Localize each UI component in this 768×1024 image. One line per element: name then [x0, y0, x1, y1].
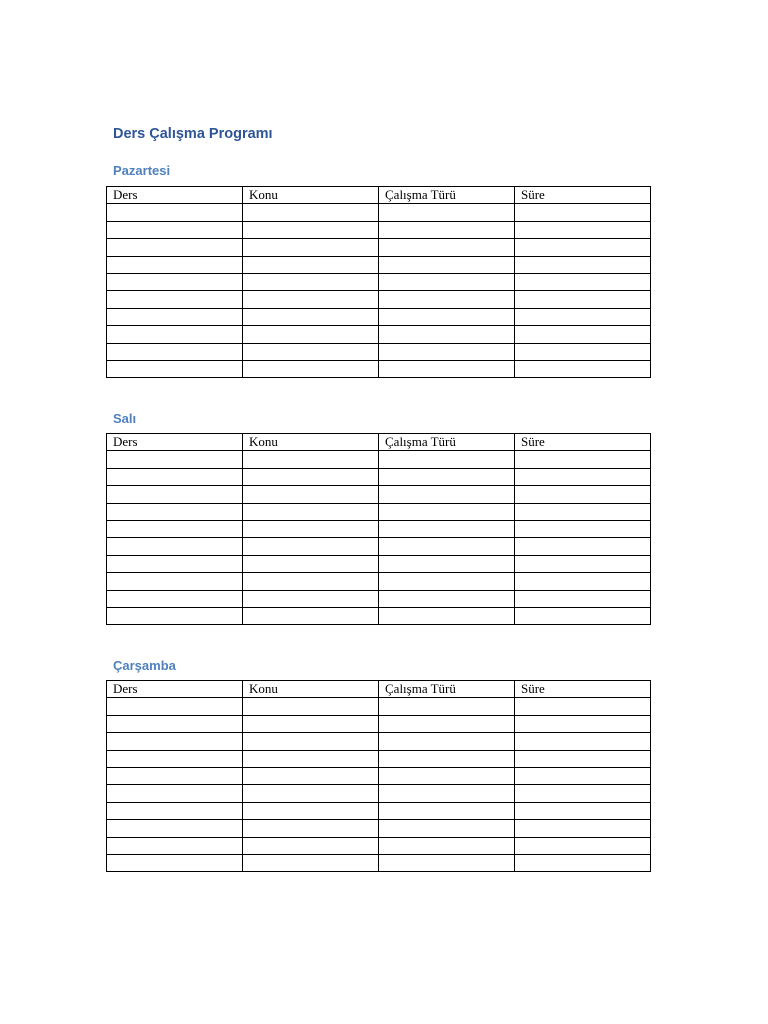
table-row	[107, 750, 651, 767]
table-row	[107, 538, 651, 555]
table-cell	[243, 221, 379, 238]
table-cell	[379, 837, 515, 854]
table-cell	[515, 767, 651, 784]
table-cell	[515, 326, 651, 343]
table-cell	[243, 308, 379, 325]
table-cell	[515, 698, 651, 715]
table-cell	[379, 204, 515, 221]
table-cell	[515, 291, 651, 308]
table-row	[107, 468, 651, 485]
column-header-calisma-turu: Çalışma Türü	[379, 187, 515, 204]
table-cell	[379, 555, 515, 572]
table-cell	[243, 573, 379, 590]
table-cell	[379, 273, 515, 290]
table-cell	[243, 854, 379, 871]
table-row	[107, 451, 651, 468]
table-cell	[107, 802, 243, 819]
table-cell	[379, 538, 515, 555]
table-cell	[379, 733, 515, 750]
table-cell	[243, 555, 379, 572]
table-cell	[379, 750, 515, 767]
table-cell	[107, 239, 243, 256]
table-cell	[379, 715, 515, 732]
table-row	[107, 590, 651, 607]
table-cell	[379, 802, 515, 819]
column-header-sure: Süre	[515, 681, 651, 698]
table-cell	[515, 503, 651, 520]
table-cell	[243, 520, 379, 537]
table-header-row	[107, 681, 651, 698]
table-cell	[243, 607, 379, 624]
table-cell	[107, 291, 243, 308]
table-cell	[107, 698, 243, 715]
table-cell	[107, 607, 243, 624]
table-cell	[107, 767, 243, 784]
table-cell	[107, 451, 243, 468]
table-cell	[379, 503, 515, 520]
table-cell	[515, 733, 651, 750]
table-cell	[107, 256, 243, 273]
table-cell	[107, 820, 243, 837]
column-header-sure: Süre	[515, 434, 651, 451]
table-cell	[107, 308, 243, 325]
table-row	[107, 820, 651, 837]
table-cell	[243, 239, 379, 256]
table-body	[107, 698, 651, 872]
table-cell	[107, 750, 243, 767]
table-row	[107, 503, 651, 520]
schedule-table	[106, 680, 651, 872]
column-header-konu: Konu	[243, 187, 379, 204]
table-cell	[243, 204, 379, 221]
table-cell	[243, 698, 379, 715]
table-row	[107, 221, 651, 238]
table-cell	[515, 273, 651, 290]
table-row	[107, 802, 651, 819]
column-header-ders: Ders	[107, 434, 243, 451]
table-cell	[243, 837, 379, 854]
page-title: Ders Çalışma Programı	[113, 126, 273, 142]
table-cell	[515, 607, 651, 624]
table-cell	[515, 486, 651, 503]
table-cell	[379, 590, 515, 607]
table-cell	[379, 573, 515, 590]
table-row	[107, 698, 651, 715]
schedule-table	[106, 186, 651, 378]
table-cell	[515, 573, 651, 590]
table-cell	[243, 256, 379, 273]
table-body	[107, 451, 651, 625]
table-cell	[243, 733, 379, 750]
table-cell	[379, 326, 515, 343]
table-cell	[379, 291, 515, 308]
table-cell	[107, 590, 243, 607]
table-cell	[243, 715, 379, 732]
table-cell	[107, 715, 243, 732]
table-row	[107, 239, 651, 256]
table-cell	[515, 239, 651, 256]
table-cell	[243, 468, 379, 485]
table-cell	[379, 607, 515, 624]
table-cell	[243, 360, 379, 377]
table-cell	[379, 221, 515, 238]
table-cell	[107, 343, 243, 360]
table-cell	[379, 820, 515, 837]
table-cell	[107, 733, 243, 750]
table-cell	[107, 785, 243, 802]
table-cell	[107, 520, 243, 537]
table-cell	[515, 854, 651, 871]
table-cell	[515, 520, 651, 537]
table-cell	[379, 343, 515, 360]
table-cell	[379, 854, 515, 871]
table-row	[107, 854, 651, 871]
table-cell	[515, 590, 651, 607]
table-body	[107, 204, 651, 378]
table-cell	[243, 343, 379, 360]
table-cell	[379, 239, 515, 256]
table-row	[107, 273, 651, 290]
table-cell	[515, 820, 651, 837]
column-header-konu: Konu	[243, 434, 379, 451]
table-row	[107, 486, 651, 503]
day-heading: Pazartesi	[113, 163, 171, 178]
table-cell	[515, 256, 651, 273]
table-row	[107, 767, 651, 784]
table-cell	[379, 486, 515, 503]
table-cell	[107, 503, 243, 520]
table-cell	[243, 590, 379, 607]
column-header-konu: Konu	[243, 681, 379, 698]
table-cell	[243, 273, 379, 290]
table-cell	[107, 837, 243, 854]
table-row	[107, 326, 651, 343]
table-cell	[515, 468, 651, 485]
table-cell	[515, 837, 651, 854]
table-cell	[379, 767, 515, 784]
table-row	[107, 573, 651, 590]
column-header-sure: Süre	[515, 187, 651, 204]
table-row	[107, 204, 651, 221]
table-row	[107, 520, 651, 537]
table-cell	[243, 802, 379, 819]
table-row	[107, 837, 651, 854]
table-cell	[379, 308, 515, 325]
table-cell	[107, 486, 243, 503]
table-cell	[515, 802, 651, 819]
table-cell	[107, 854, 243, 871]
table-row	[107, 733, 651, 750]
table-cell	[515, 308, 651, 325]
table-cell	[515, 343, 651, 360]
table-cell	[243, 750, 379, 767]
table-cell	[515, 555, 651, 572]
table-row	[107, 256, 651, 273]
table-cell	[515, 715, 651, 732]
table-cell	[107, 326, 243, 343]
table-cell	[243, 451, 379, 468]
table-row	[107, 291, 651, 308]
table-cell	[243, 820, 379, 837]
table-row	[107, 715, 651, 732]
table-cell	[379, 451, 515, 468]
table-cell	[515, 538, 651, 555]
table-cell	[107, 204, 243, 221]
table-cell	[107, 273, 243, 290]
day-heading: Salı	[113, 411, 137, 426]
table-cell	[243, 326, 379, 343]
table-row	[107, 343, 651, 360]
table-row	[107, 607, 651, 624]
day-heading: Çarşamba	[113, 658, 176, 673]
column-header-ders: Ders	[107, 681, 243, 698]
table-cell	[379, 468, 515, 485]
table-cell	[243, 486, 379, 503]
table-cell	[515, 451, 651, 468]
table-cell	[243, 503, 379, 520]
table-cell	[515, 221, 651, 238]
table-cell	[243, 785, 379, 802]
table-cell	[107, 555, 243, 572]
table-cell	[379, 520, 515, 537]
table-header-row	[107, 187, 651, 204]
table-cell	[107, 360, 243, 377]
column-header-calisma-turu: Çalışma Türü	[379, 681, 515, 698]
table-cell	[243, 538, 379, 555]
table-cell	[107, 221, 243, 238]
table-cell	[379, 698, 515, 715]
table-cell	[515, 750, 651, 767]
table-cell	[243, 291, 379, 308]
table-row	[107, 308, 651, 325]
table-row	[107, 555, 651, 572]
table-header-row	[107, 434, 651, 451]
table-cell	[243, 767, 379, 784]
column-header-ders: Ders	[107, 187, 243, 204]
table-row	[107, 360, 651, 377]
table-cell	[107, 573, 243, 590]
table-cell	[515, 360, 651, 377]
table-cell	[107, 468, 243, 485]
table-cell	[379, 256, 515, 273]
table-cell	[379, 785, 515, 802]
table-row	[107, 785, 651, 802]
table-cell	[515, 204, 651, 221]
schedule-table	[106, 433, 651, 625]
table-cell	[515, 785, 651, 802]
table-cell	[379, 360, 515, 377]
table-cell	[107, 538, 243, 555]
column-header-calisma-turu: Çalışma Türü	[379, 434, 515, 451]
